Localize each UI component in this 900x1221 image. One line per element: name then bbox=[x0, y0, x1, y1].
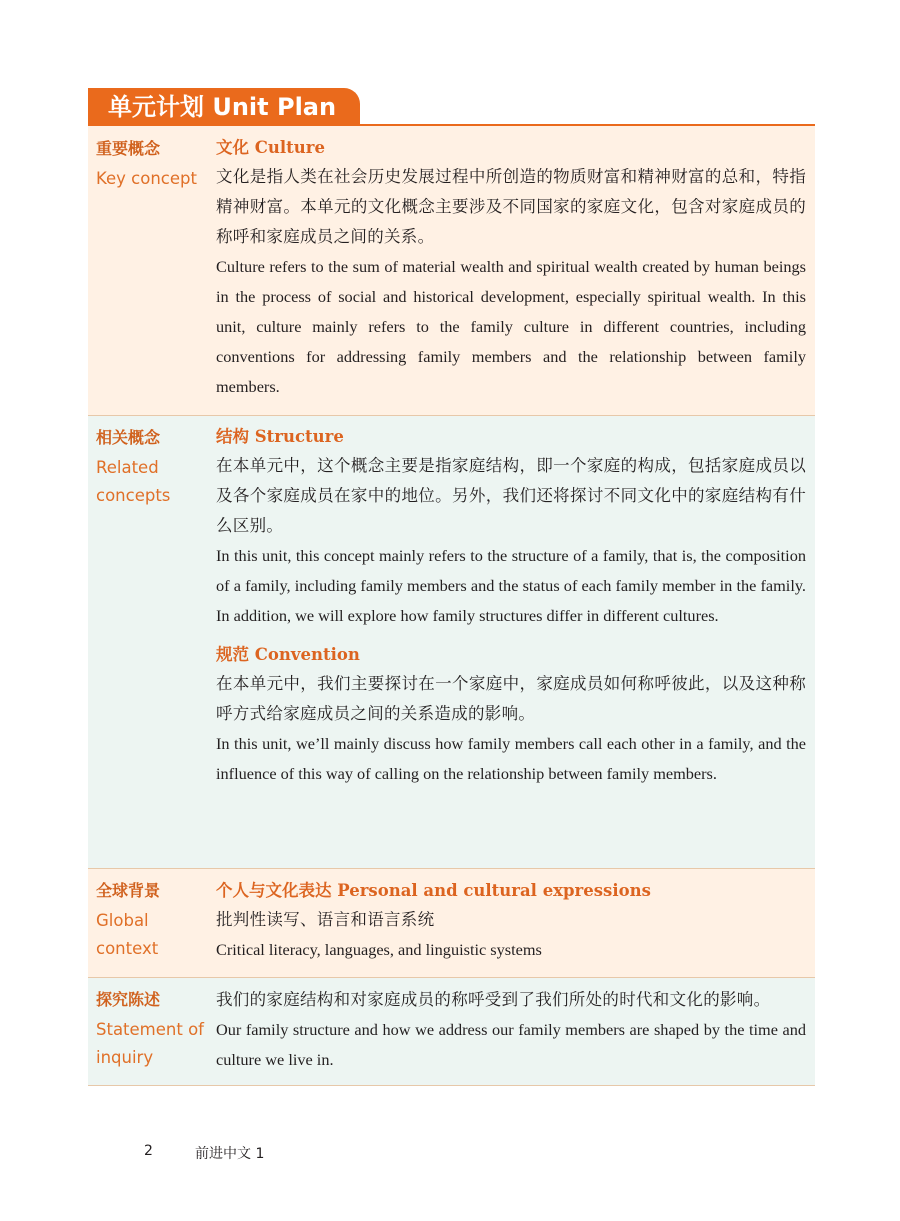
global-context-text-zh: 批判性读写、语言和语言系统 bbox=[216, 910, 435, 929]
structure-text-zh: 在本单元中，这个概念主要是指家庭结构，即一个家庭的构成，包括家庭成员以及各个家庭成员在家中的地位。另外，我们还将探讨不同文化中的家庭结构有什么区别。 bbox=[216, 456, 806, 535]
structure-text-en: In this unit, this concept mainly refers to the structure of a family, that is, the composition of a family, including family members and the status of each family member in the family. In addition, we will explore how family structures differ in different cultures. bbox=[216, 546, 806, 625]
culture-text-zh: 文化是指人类在社会历史发展过程中所创造的物质财富和精神财富的总和，特指精神财富。本单元的文化概念主要涉及不同国家的家庭文化，包含对家庭成员的称呼和家庭成员之间的关系。 bbox=[216, 167, 806, 246]
related-concepts-label-zh: 相关概念 bbox=[96, 428, 161, 447]
key-concept-label-en: Key concept bbox=[96, 169, 197, 188]
global-context-heading: 个人与文化表达 Personal and cultural expressions bbox=[216, 881, 651, 900]
related-concepts-content bbox=[216, 426, 806, 789]
global-context-content bbox=[216, 880, 806, 965]
culture-heading: 文化 Culture bbox=[216, 138, 325, 157]
page-number: 2 bbox=[144, 1143, 153, 1159]
divider bbox=[88, 1085, 815, 1086]
convention-text-en: In this unit, we’ll mainly discuss how family members call each other in a family, and the influence of this way of calling on the relationship between family members. bbox=[216, 734, 806, 783]
inquiry-content bbox=[216, 985, 806, 1075]
page-title: 单元计划 Unit Plan bbox=[88, 88, 360, 124]
convention-text-zh: 在本单元中，我们主要探讨在一个家庭中，家庭成员如何称呼彼此，以及这种称呼方式给家庭成员之间的关系造成的影响。 bbox=[216, 674, 806, 723]
convention-heading: 规范 Convention bbox=[216, 645, 360, 664]
row-statement-of-inquiry bbox=[88, 978, 815, 1085]
row-key-concept bbox=[88, 126, 815, 415]
culture-text-en: Culture refers to the sum of material wealth and spiritual wealth created by human beings in the process of social and historical development, especially spiritual wealth. In this unit, culture mainly refers to the family culture in different countries, including conventions for addressing family members and the relationship between family members. bbox=[216, 257, 806, 396]
inquiry-label-en: Statement of inquiry bbox=[96, 1020, 204, 1067]
inquiry-text-en: Our family structure and how we address our family members are shaped by the time and culture we live in. bbox=[216, 1020, 806, 1069]
key-concept-content bbox=[216, 137, 806, 402]
row-global-context bbox=[88, 869, 815, 977]
book-title: 前进中文 1 bbox=[195, 1146, 265, 1162]
key-concept-label-zh: 重要概念 bbox=[96, 139, 161, 158]
inquiry-label-zh: 探究陈述 bbox=[96, 990, 161, 1009]
global-context-text-en: Critical literacy, languages, and linguistic systems bbox=[216, 940, 542, 959]
global-context-label-zh: 全球背景 bbox=[96, 881, 161, 900]
related-concepts-label-en: Related concepts bbox=[96, 458, 171, 505]
structure-heading: 结构 Structure bbox=[216, 427, 344, 446]
inquiry-text-zh: 我们的家庭结构和对家庭成员的称呼受到了我们所处的时代和文化的影响。 bbox=[216, 990, 771, 1009]
row-related-concepts bbox=[88, 416, 815, 868]
global-context-label-en: Global context bbox=[96, 911, 159, 958]
